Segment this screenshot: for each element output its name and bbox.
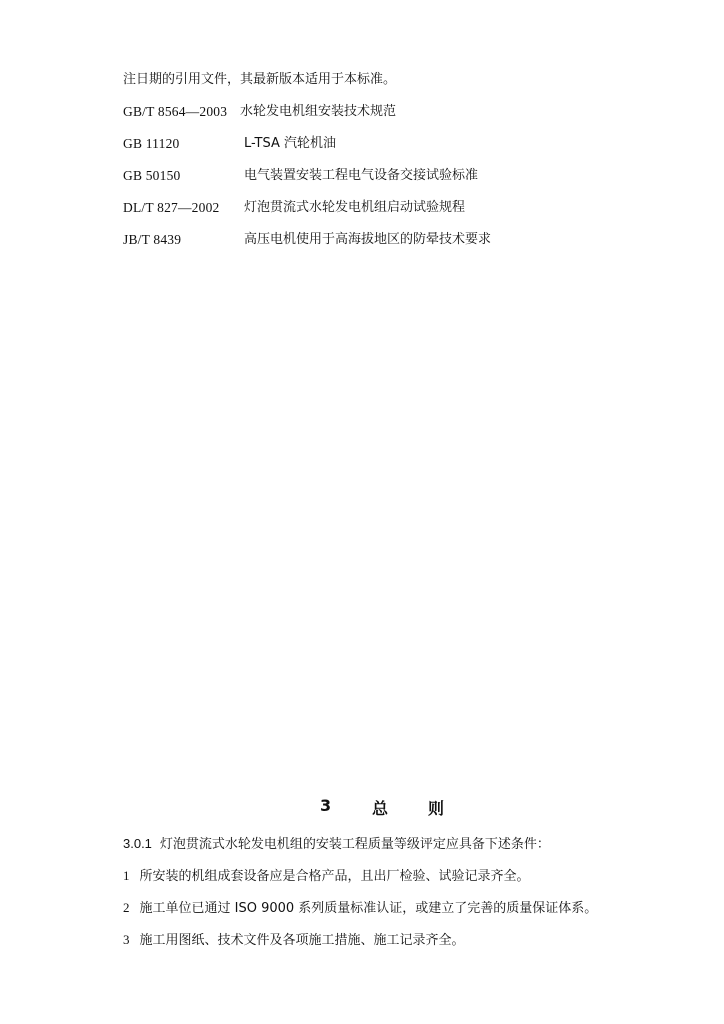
item-text: 施工用图纸、技术文件及各项施工措施、施工记录齐全。 [139,933,465,948]
clause-line [123,835,550,854]
item-text: 所安装的机组成套设备应是合格产品，且出厂检验、试验记录齐全。 [139,869,530,884]
chapter-title-part2: 则 [428,799,445,818]
reference-code: GB 50150 [123,168,181,183]
chapter-number: 3 [320,796,332,815]
reference-title: 电气装置安装工程电气设备交接试验标准 [244,168,479,183]
list-item [123,931,465,950]
item-number: 2 [123,900,130,915]
item-text: 施工单位已通过 ISO 9000 系列质量标准认证，或建立了完善的质量保证体系。 [139,901,598,916]
reference-title: 灯泡贯流式水轮发电机组启动试验规程 [244,200,466,215]
reference-code: GB 11120 [123,136,180,151]
reference-title: 高压电机使用于高海拔地区的防晕技术要求 [244,232,492,247]
chapter-title-part1: 总 [372,799,389,818]
intro-line: 注日期的引用文件，其最新版本适用于本标准。 [123,72,397,87]
clause-number: 3.0.1 [123,836,152,851]
item-number: 3 [123,932,130,947]
reference-title: 水轮发电机组安装技术规范 [240,104,397,119]
item-number: 1 [123,868,130,883]
reference-title: L-TSA 汽轮机油 [244,136,336,151]
clause-text: 灯泡贯流式水轮发电机组的安装工程质量等级评定应具备下述条件： [159,837,550,852]
list-item [123,867,530,886]
reference-code: GB/T 8564—2003 [123,104,228,119]
reference-code: JB/T 8439 [123,232,182,247]
reference-code: DL/T 827—2002 [123,200,220,215]
chapter-heading [0,796,724,818]
list-item [123,899,597,918]
